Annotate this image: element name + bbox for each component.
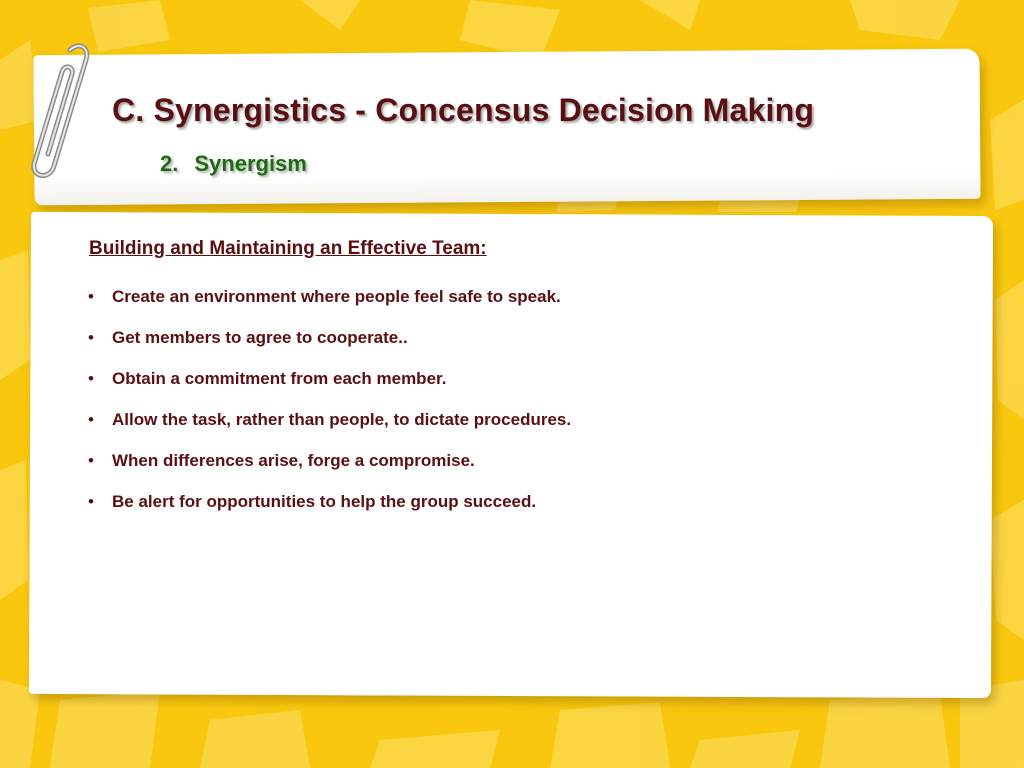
list-item [86,287,571,328]
bullet-text: Obtain a commitment from each member. [112,369,447,388]
subtitle-number: 2. [160,151,179,176]
bullet-list [86,287,571,533]
bullet-text: Get members to agree to cooperate.. [112,328,408,347]
bullet-icon: • [88,369,94,388]
slide-subtitle [160,151,307,177]
bullet-icon: • [88,287,94,306]
bullet-text: When differences arise, forge a compromise. [112,451,475,470]
bullet-text: Allow the task, rather than people, to dictate procedures. [112,410,572,429]
list-item [86,369,571,410]
subtitle-text: Synergism [194,151,307,176]
bullet-icon: • [88,451,94,470]
bullet-text: Create an environment where people feel safe to speak. [112,287,561,306]
list-item [86,492,571,533]
bullet-icon: • [88,492,94,511]
list-item [86,451,571,492]
paperclip-icon [18,36,90,186]
section-heading: Building and Maintaining an Effective Team: [89,238,487,259]
bullet-icon: • [88,328,94,347]
list-item [86,410,571,451]
bullet-text: Be alert for opportunities to help the group succeed. [112,492,537,511]
list-item [86,328,571,369]
slide-title: C. Synergistics - Concensus Decision Making [112,92,815,128]
bullet-icon: • [88,410,94,429]
